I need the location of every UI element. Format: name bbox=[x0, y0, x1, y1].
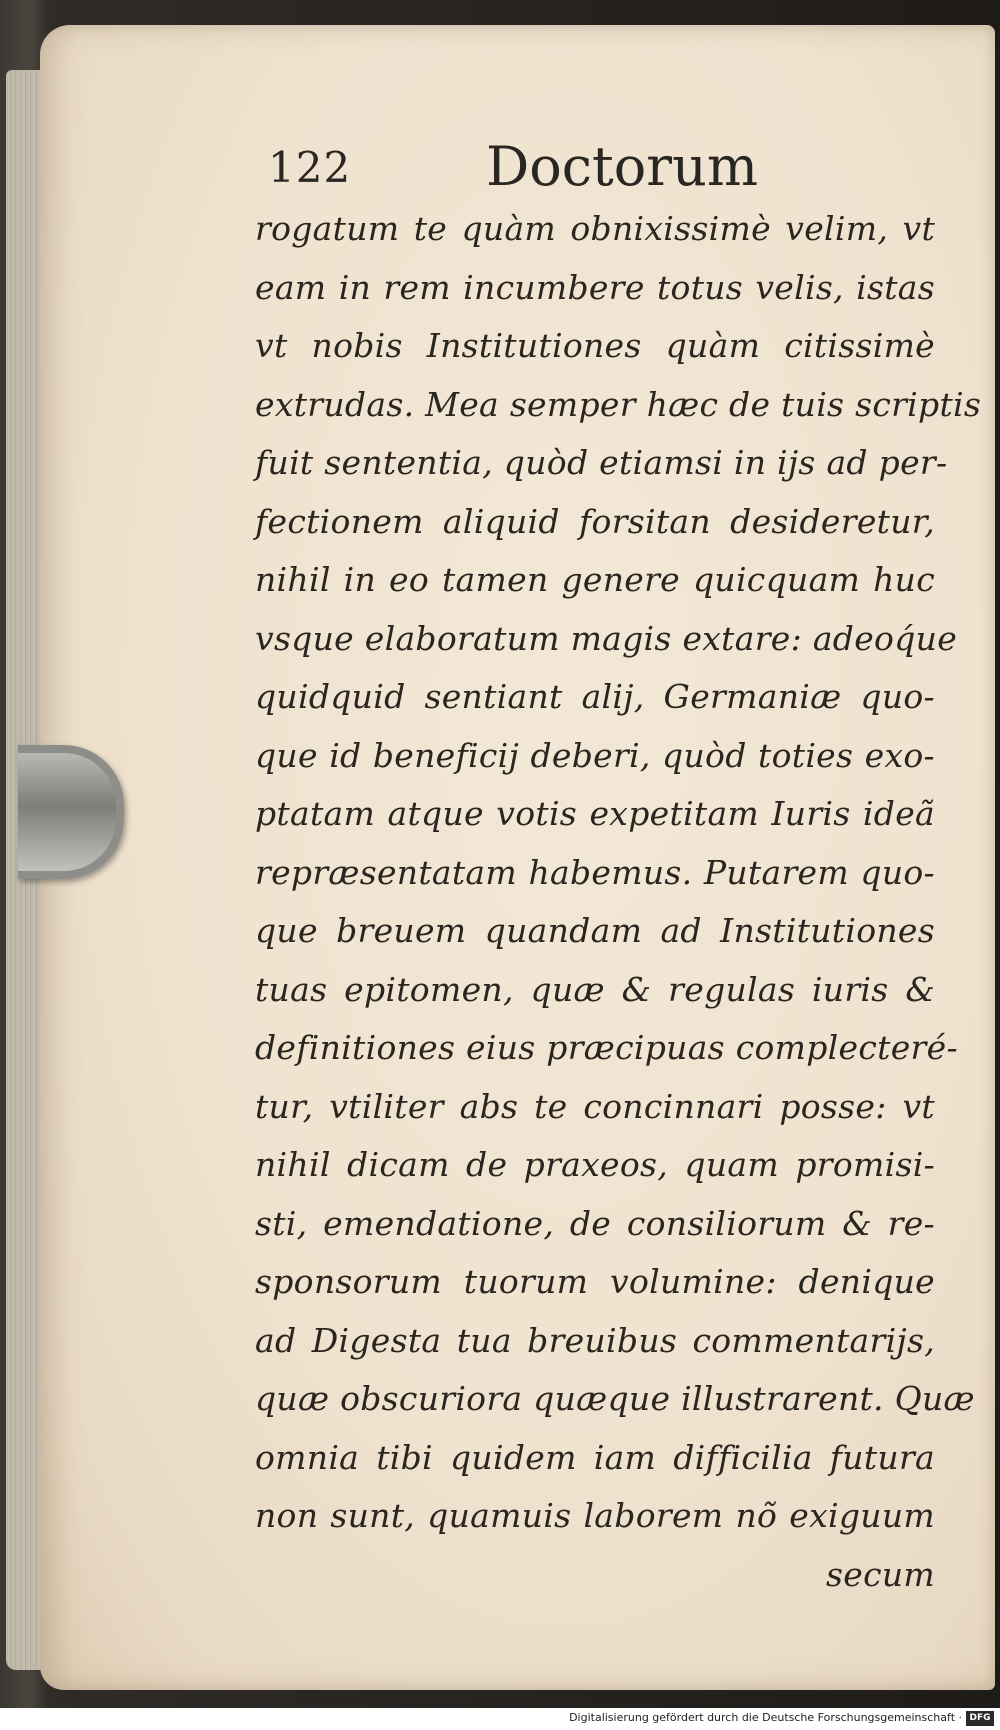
text-line: repræsentatam habemus. Putarem quo- bbox=[255, 852, 935, 892]
text-line: tur, vtiliter abs te concinnari posse: vt bbox=[255, 1086, 935, 1126]
text-line: quæ obscuriora quæque illustrarent. Quæ bbox=[255, 1379, 975, 1418]
text-line: fectionem aliquid forsitan desideretur, bbox=[255, 501, 935, 541]
text-line: que breuem quandam ad Institutiones bbox=[255, 911, 935, 950]
text-line: definitiones eius præcipuas complecteré- bbox=[255, 1028, 958, 1067]
text-line: vt nobis Institutiones quàm citissimè bbox=[255, 326, 935, 365]
text-line: omnia tibi quidem iam difficilia futura bbox=[255, 1437, 935, 1477]
text-line: ptatam atque votis expetitam Iuris ideã bbox=[255, 794, 935, 833]
text-line: que id beneficij deberi, quòd toties exo- bbox=[255, 735, 935, 775]
text-line: non sunt, quamuis laborem nõ exiguum bbox=[255, 1496, 935, 1535]
running-head: Doctorum bbox=[486, 135, 759, 198]
catchword: secum bbox=[826, 1554, 935, 1594]
text-line: sponsorum tuorum volumine: denique bbox=[255, 1262, 935, 1301]
page-header bbox=[268, 135, 908, 205]
dfg-logo: DFG bbox=[966, 1711, 994, 1726]
text-line: vsque elaboratum magis extare: adeoq́ue bbox=[255, 618, 958, 658]
text-line: rogatum te quàm obnixissimè velim, vt bbox=[255, 209, 935, 248]
body-text bbox=[255, 200, 982, 1604]
text-line: tuas epitomen, quæ & regulas iuris & bbox=[255, 969, 935, 1009]
text-line: fuit sententia, quòd etiamsi in ijs ad per- bbox=[255, 443, 948, 482]
page-clip bbox=[18, 745, 124, 879]
footer-credit: Digitalisierung gefördert durch die Deutsche Forschungsgemeinschaft · bbox=[569, 1711, 962, 1724]
page-number: 122 bbox=[268, 143, 352, 192]
text-line: nihil dicam de praxeos, quam promisi- bbox=[255, 1145, 935, 1184]
text-line: nihil in eo tamen genere quicquam huc bbox=[255, 560, 935, 599]
text-line: sti, emendatione, de consiliorum & re- bbox=[255, 1203, 935, 1243]
digitization-footer bbox=[0, 1708, 1000, 1730]
text-line: quidquid sentiant alij, Germaniæ quo- bbox=[255, 677, 935, 716]
text-line: ad Digesta tua breuibus commentarijs, bbox=[255, 1320, 935, 1360]
text-line: extrudas. Mea semper hæc de tuis scriptis bbox=[255, 384, 982, 424]
text-line: eam in rem incumbere totus velis, istas bbox=[255, 267, 935, 307]
